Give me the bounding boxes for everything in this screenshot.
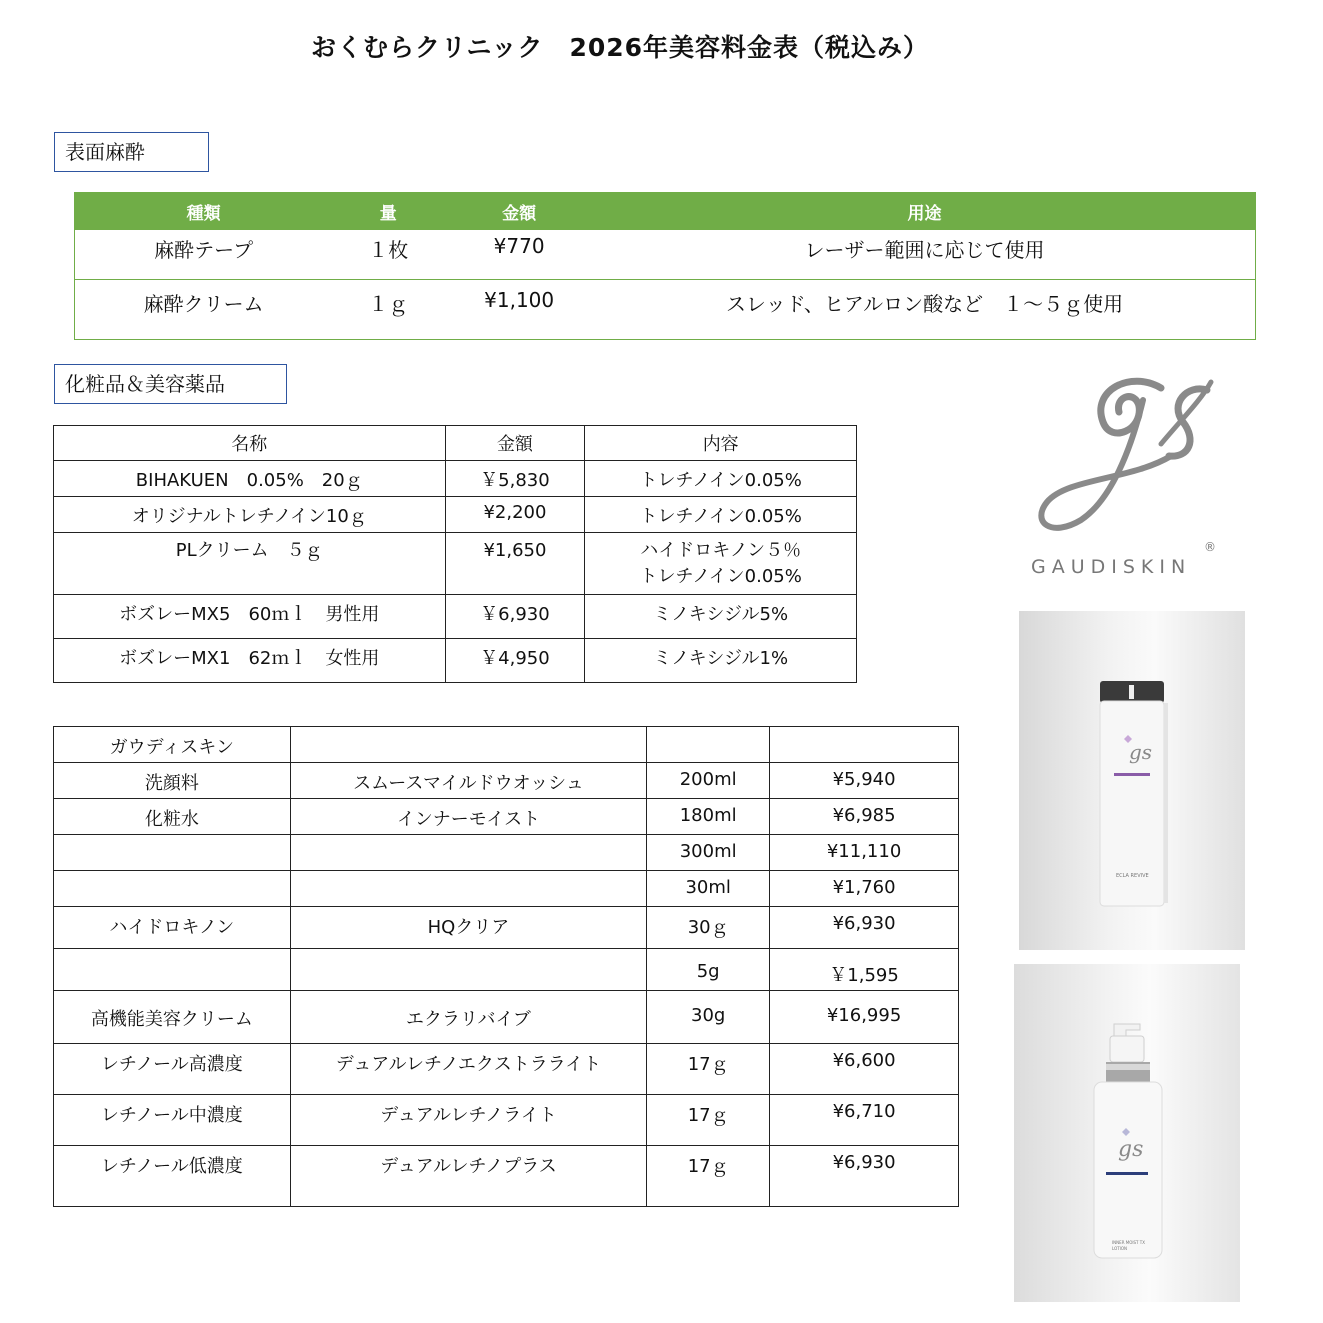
cell-category: 洗顔料	[54, 763, 291, 799]
cell-price: ¥6,985	[770, 799, 959, 835]
table-row	[54, 835, 959, 871]
cell-name: ボズレーMX1 62ｍｌ 女性用	[54, 639, 446, 683]
svg-text:gs: gs	[1118, 1137, 1144, 1162]
cell-category	[54, 835, 291, 871]
table-row	[54, 991, 959, 1044]
table-header-row	[75, 192, 1256, 230]
logo-wordmark: GAUDISKIN	[1031, 556, 1192, 578]
table-row	[54, 595, 857, 639]
cell-name: PLクリーム ５ｇ	[54, 533, 446, 595]
cell-amount: １枚	[332, 230, 444, 280]
section-label-anesthesia: 表面麻酔	[54, 132, 209, 172]
cell-product	[290, 727, 647, 763]
cell-volume: 17ｇ	[647, 1146, 770, 1207]
cell-product: デュアルレチノライト	[290, 1095, 647, 1146]
cell-content	[585, 461, 857, 497]
table-row	[54, 763, 959, 799]
cell-price	[770, 727, 959, 763]
cosmetics-price-table	[53, 425, 857, 683]
content-line: トレチノイン0.05%	[639, 506, 802, 527]
cell-price: ￥1,595	[770, 949, 959, 991]
cell-price: ¥6,600	[770, 1044, 959, 1095]
cell-volume: 30g	[647, 991, 770, 1044]
cell-category: ガウディスキン	[54, 727, 291, 763]
cell-price: ¥16,995	[770, 991, 959, 1044]
cell-usage: スレッド、ヒアルロン酸など １～５ｇ使用	[725, 292, 1124, 316]
table-row	[75, 280, 1256, 340]
cell-volume: 200ml	[647, 763, 770, 799]
cell-content	[585, 595, 857, 639]
table-row	[54, 1146, 959, 1207]
cell-category: レチノール高濃度	[54, 1044, 291, 1095]
cell-volume: 5g	[647, 949, 770, 991]
cell-volume: 300ml	[647, 835, 770, 871]
gaudiskin-logo	[1011, 360, 1245, 585]
cell-price: ¥1,650	[445, 533, 585, 595]
cell-volume: 30ml	[647, 871, 770, 907]
cell-volume: 17ｇ	[647, 1044, 770, 1095]
section-label-cosmetics: 化粧品＆美容薬品	[54, 364, 287, 404]
header-usage: 用途	[594, 192, 1255, 230]
cell-category: ハイドロキノン	[54, 907, 291, 949]
cell-price: ¥11,110	[770, 835, 959, 871]
cell-category: 高機能美容クリーム	[54, 991, 291, 1044]
cell-price: ￥4,950	[445, 639, 585, 683]
cell-content	[585, 497, 857, 533]
cell-product	[290, 871, 647, 907]
product-label: INNER MOIST TX LOTION	[1112, 1240, 1145, 1251]
table-row	[54, 907, 959, 949]
cell-name: BIHAKUEN 0.05% 20ｇ	[54, 461, 446, 497]
table-row	[54, 461, 857, 497]
svg-text:gs: gs	[1129, 740, 1153, 764]
cell-category: 化粧水	[54, 799, 291, 835]
table-row	[54, 1095, 959, 1146]
cell-price: ¥1,760	[770, 871, 959, 907]
header-content: 内容	[585, 426, 857, 461]
cell-usage: レーザー範囲に応じて使用	[594, 230, 1255, 280]
content-line: トレチノイン0.05%	[639, 470, 802, 491]
cell-price: ¥6,930	[770, 907, 959, 949]
cell-category	[54, 949, 291, 991]
cell-type: 麻酔クリーム	[143, 292, 264, 316]
cell-amount: １ｇ	[368, 292, 409, 316]
cell-volume	[647, 727, 770, 763]
content-line: ミノキシジル1%	[653, 648, 789, 669]
cell-price: ¥1,100	[484, 288, 555, 312]
cell-type: 麻酔テープ	[75, 230, 333, 280]
gaudiskin-price-table	[53, 726, 959, 1207]
table-row	[54, 639, 857, 683]
table-row	[54, 1044, 959, 1095]
cell-volume: 180ml	[647, 799, 770, 835]
product-image-ecla-revive	[1019, 611, 1245, 950]
cell-price: ￥6,930	[445, 595, 585, 639]
cell-product: デュアルレチノエクストラライト	[290, 1044, 647, 1095]
table-row	[54, 533, 857, 595]
cell-product: HQクリア	[290, 907, 647, 949]
cell-price: ¥770	[444, 230, 594, 280]
cell-volume: 17ｇ	[647, 1095, 770, 1146]
cell-product: エクラリバイブ	[290, 991, 647, 1044]
cell-category: レチノール中濃度	[54, 1095, 291, 1146]
cell-product	[290, 949, 647, 991]
table-row	[54, 497, 857, 533]
content-line: トレチノイン0.05%	[639, 566, 802, 587]
table-row	[54, 871, 959, 907]
anesthesia-price-table	[74, 192, 1256, 340]
product-label: ECLA REVIVE	[1116, 873, 1149, 879]
cell-price: ¥6,930	[770, 1146, 959, 1207]
header-price: 金額	[444, 192, 594, 230]
cell-product: スムースマイルドウオッシュ	[290, 763, 647, 799]
cell-content	[585, 533, 857, 595]
cell-product	[290, 835, 647, 871]
table-row	[75, 230, 1256, 280]
cell-name: ボズレーMX5 60ｍｌ 男性用	[54, 595, 446, 639]
registered-mark: ®	[1204, 540, 1216, 554]
header-price: 金額	[445, 426, 585, 461]
page-title: おくむらクリニック 2026年美容料金表（税込み）	[310, 33, 930, 62]
content-line: ハイドロキノン５％	[640, 540, 802, 561]
table-row	[54, 727, 959, 763]
cell-product: デュアルレチノプラス	[290, 1146, 647, 1207]
table-header-row	[54, 426, 857, 461]
cell-price: ¥2,200	[445, 497, 585, 533]
product-image-inner-moist	[1014, 964, 1240, 1302]
cell-product: インナーモイスト	[290, 799, 647, 835]
cell-content	[585, 639, 857, 683]
cell-name: オリジナルトレチノイン10ｇ	[54, 497, 446, 533]
table-row	[54, 949, 959, 991]
cell-price: ￥5,830	[445, 461, 585, 497]
cell-category	[54, 871, 291, 907]
header-name: 名称	[54, 426, 446, 461]
header-amount: 量	[332, 192, 444, 230]
content-line: ミノキシジル5%	[653, 604, 789, 625]
pump-bottle-icon	[1019, 611, 1245, 950]
table-row	[54, 799, 959, 835]
header-type: 種類	[75, 192, 333, 230]
cell-category: レチノール低濃度	[54, 1146, 291, 1207]
cell-price: ¥5,940	[770, 763, 959, 799]
cell-price: ¥6,710	[770, 1095, 959, 1146]
cell-volume: 30ｇ	[647, 907, 770, 949]
